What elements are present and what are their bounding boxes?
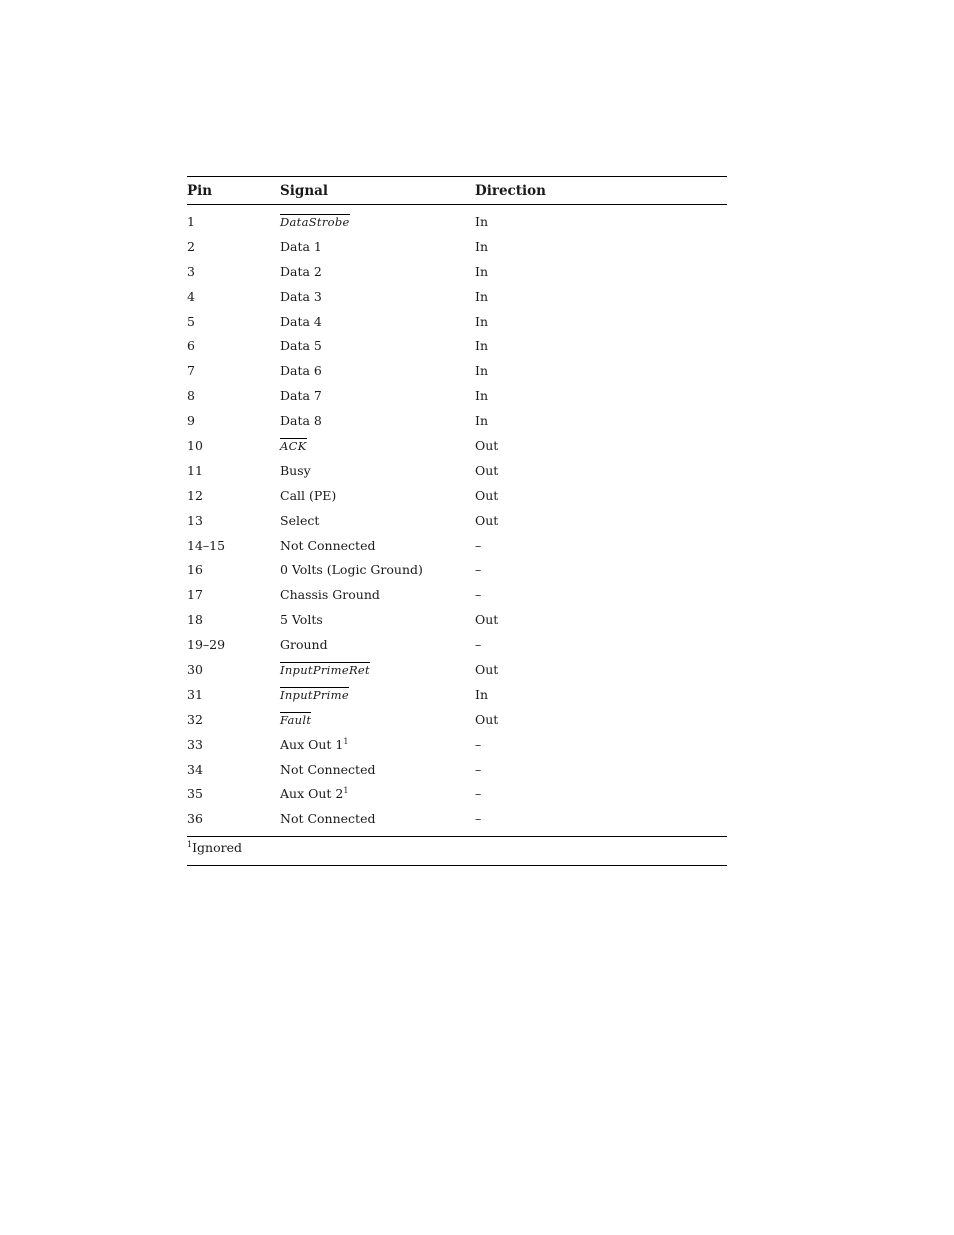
pin-number: 32 [187,711,203,727]
signal-name-active-low: InputPrime [280,687,349,702]
pin-number: 9 [187,413,195,429]
signal-cell [280,388,322,403]
signal-cell [280,239,322,254]
signal-cell [280,811,375,826]
direction: In [475,686,488,702]
pin-number: 31 [187,686,203,702]
signal-name: Data 5 [280,338,322,354]
table-row [187,383,727,408]
table-footnote [187,837,727,866]
signal-name: Data 8 [280,413,322,429]
header-pin: Pin [187,183,213,199]
signal-cell [280,413,322,428]
table-row [187,259,727,284]
signal-name: Aux Out 1 [280,736,344,752]
pin-number: 8 [187,388,195,404]
table-row [187,333,727,358]
direction: In [475,338,488,354]
table-row [187,483,727,508]
signal-name: Not Connected [280,811,376,827]
pin-signal-table [187,176,727,866]
signal-name: Call (PE) [280,487,337,503]
footnote-ref: 1 [343,736,349,746]
signal-name: Busy [280,462,311,478]
footnote-mark: 1 [187,840,193,850]
direction: – [475,537,482,553]
pin-number: 16 [187,562,203,578]
signal-cell [280,513,319,528]
table-row [187,707,727,732]
table-row [187,234,727,259]
pin-number: 36 [187,811,203,827]
pin-number: 3 [187,263,195,279]
signal-name: Data 3 [280,288,322,304]
pin-number: 12 [187,487,203,503]
direction: Out [475,711,499,727]
signal-name-active-low: ACK [280,439,307,454]
signal-cell [280,538,375,553]
signal-name: Data 6 [280,363,322,379]
pin-number: 17 [187,587,203,603]
table-row [187,557,727,582]
signal-cell [280,289,322,304]
pin-number: 34 [187,761,203,777]
signal-name: Select [280,512,320,528]
signal-cell [280,687,349,702]
table-row [187,757,727,782]
table-row [187,582,727,607]
pin-number: 14–15 [187,537,226,553]
signal-name: Data 7 [280,388,322,404]
signal-cell [280,438,307,453]
pin-number: 33 [187,736,203,752]
signal-name: Aux Out 2 [280,786,344,802]
signal-cell [280,737,348,752]
direction: – [475,761,482,777]
direction: – [475,587,482,603]
pin-number: 35 [187,786,203,802]
header-direction: Direction [475,183,546,199]
direction: In [475,263,488,279]
table-body [187,205,727,837]
direction: Out [475,462,499,478]
direction: Out [475,612,499,628]
signal-cell [280,314,322,329]
signal-cell [280,662,370,677]
signal-name: Chassis Ground [280,587,380,603]
direction: Out [475,438,499,454]
direction: – [475,811,482,827]
pin-number: 2 [187,238,195,254]
signal-cell [280,786,348,801]
table-row [187,508,727,533]
signal-name: 0 Volts (Logic Ground) [280,562,423,578]
direction: In [475,214,488,229]
pin-number: 13 [187,512,203,528]
signal-cell [280,264,322,279]
signal-cell [280,612,323,627]
signal-cell [280,463,311,478]
signal-name-active-low: Fault [280,712,312,727]
direction: Out [475,487,499,503]
pin-number: 7 [187,363,195,379]
signal-cell [280,338,322,353]
signal-name: Not Connected [280,761,376,777]
pin-number: 30 [187,662,203,678]
signal-name-active-low: DataStrobe [280,215,350,229]
table-row [187,433,727,458]
direction: – [475,736,482,752]
direction: Out [475,662,499,678]
table-header-row [187,177,727,205]
pin-number: 18 [187,612,203,628]
signal-cell [280,712,311,727]
signal-cell [280,488,336,503]
table-row [187,632,727,657]
direction: In [475,238,488,254]
signal-name-active-low: InputPrimeRet [280,663,370,678]
signal-name: Not Connected [280,537,376,553]
table-row [187,657,727,682]
table-row [187,309,727,334]
signal-cell [280,637,328,652]
table-row [187,607,727,632]
direction: In [475,363,488,379]
signal-name: Ground [280,637,328,653]
table-row [187,458,727,483]
direction: In [475,313,488,329]
table-row [187,533,727,558]
footnote-ref: 1 [343,786,349,796]
table-row [187,682,727,707]
table-row [187,408,727,433]
signal-name: Data 2 [280,263,322,279]
signal-name: 5 Volts [280,612,323,628]
pin-number: 1 [187,214,195,229]
header-signal: Signal [280,183,329,199]
pin-number: 11 [187,462,203,478]
pin-number: 19–29 [187,637,226,653]
direction: In [475,413,488,429]
signal-cell [280,762,375,777]
footnote-text: Ignored [192,840,242,856]
table-row [187,358,727,383]
signal-name: Data 4 [280,313,322,329]
pin-number: 4 [187,288,195,304]
direction: In [475,388,488,404]
table-row [187,209,727,234]
pin-number: 5 [187,313,195,329]
signal-cell [280,587,380,602]
signal-cell [280,562,423,577]
signal-cell [280,363,322,378]
table-row [187,284,727,309]
direction: – [475,562,482,578]
direction: Out [475,512,499,528]
table-row [187,806,727,831]
table-row [187,781,727,806]
signal-cell [280,214,350,229]
direction: In [475,288,488,304]
signal-name: Data 1 [280,238,322,254]
pin-number: 6 [187,338,195,354]
direction: – [475,637,482,653]
direction: – [475,786,482,802]
table-row [187,732,727,757]
pin-number: 10 [187,438,203,454]
